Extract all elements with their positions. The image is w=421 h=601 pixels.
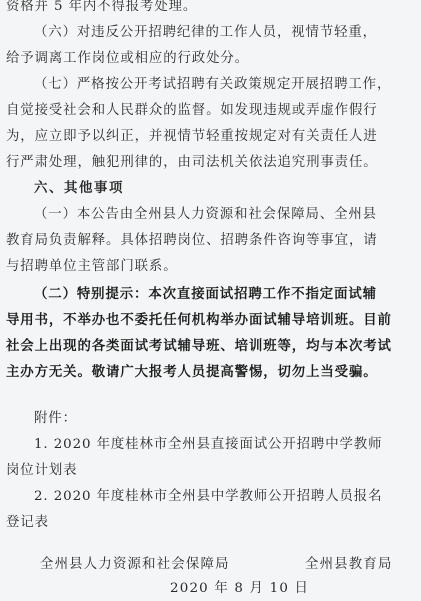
notice-line: 社会上出现的各类面试考试辅导班、培训班等，均与本次考试 bbox=[6, 338, 392, 354]
text-line: 行严肃处理，触犯刑律的，由司法机关依法追究刑事责任。 bbox=[6, 155, 378, 170]
attachments-label: 附件： bbox=[34, 411, 77, 426]
attachment-item: 2. 2020 年度桂林市全州县中学教师公开招聘人员报名 bbox=[34, 489, 383, 504]
text-line: 给予调离工作岗位或相应的行政处分。 bbox=[6, 51, 249, 66]
text-line: 与招聘单位主管部门联系。 bbox=[6, 259, 178, 274]
notice-line: 导用书，不举办也不委托任何机构举办面试辅导培训班。目前 bbox=[6, 312, 392, 328]
text-line: 自觉接受社会和人民群众的监督。如发现违规或弄虚作假行 bbox=[6, 103, 378, 118]
attachment-item-continued: 登记表 bbox=[6, 515, 49, 530]
text-line: 教育局负责解释。具体招聘岗位、招聘条件咨询等事宜，请 bbox=[6, 233, 378, 248]
text-line: （一）本公告由全州县人力资源和社会保障局、全州县 bbox=[34, 207, 377, 222]
issuer-hr-bureau: 全州县人力资源和社会保障局 bbox=[40, 557, 230, 572]
attachment-item: 1. 2020 年度桂林市全州县直接面试公开招聘中学教师 bbox=[34, 437, 383, 452]
text-line: 为，应立即予以纠正，并视情节轻重按规定对有关责任人进 bbox=[6, 129, 378, 144]
text-line: 资格并 5 年内不得报考处理。 bbox=[6, 0, 198, 14]
notice-line: （二）特别提示：本次直接面试招聘工作不指定面试辅 bbox=[34, 286, 377, 302]
text-line: （七）严格按公开考试招聘有关政策规定开展招聘工作， bbox=[34, 77, 392, 92]
issuer-education-bureau: 全州县教育局 bbox=[305, 557, 393, 572]
section-heading: 六、其他事项 bbox=[34, 181, 124, 196]
notice-line: 主办方无关。敬请广大报考人员提高警惕，切勿上当受骗。 bbox=[6, 364, 378, 380]
issue-date: 2020 年 8 月 10 日 bbox=[170, 581, 310, 596]
text-line: （六）对违反公开招聘纪律的工作人员，视情节轻重， bbox=[34, 25, 377, 40]
attachment-item-continued: 岗位计划表 bbox=[6, 463, 78, 478]
